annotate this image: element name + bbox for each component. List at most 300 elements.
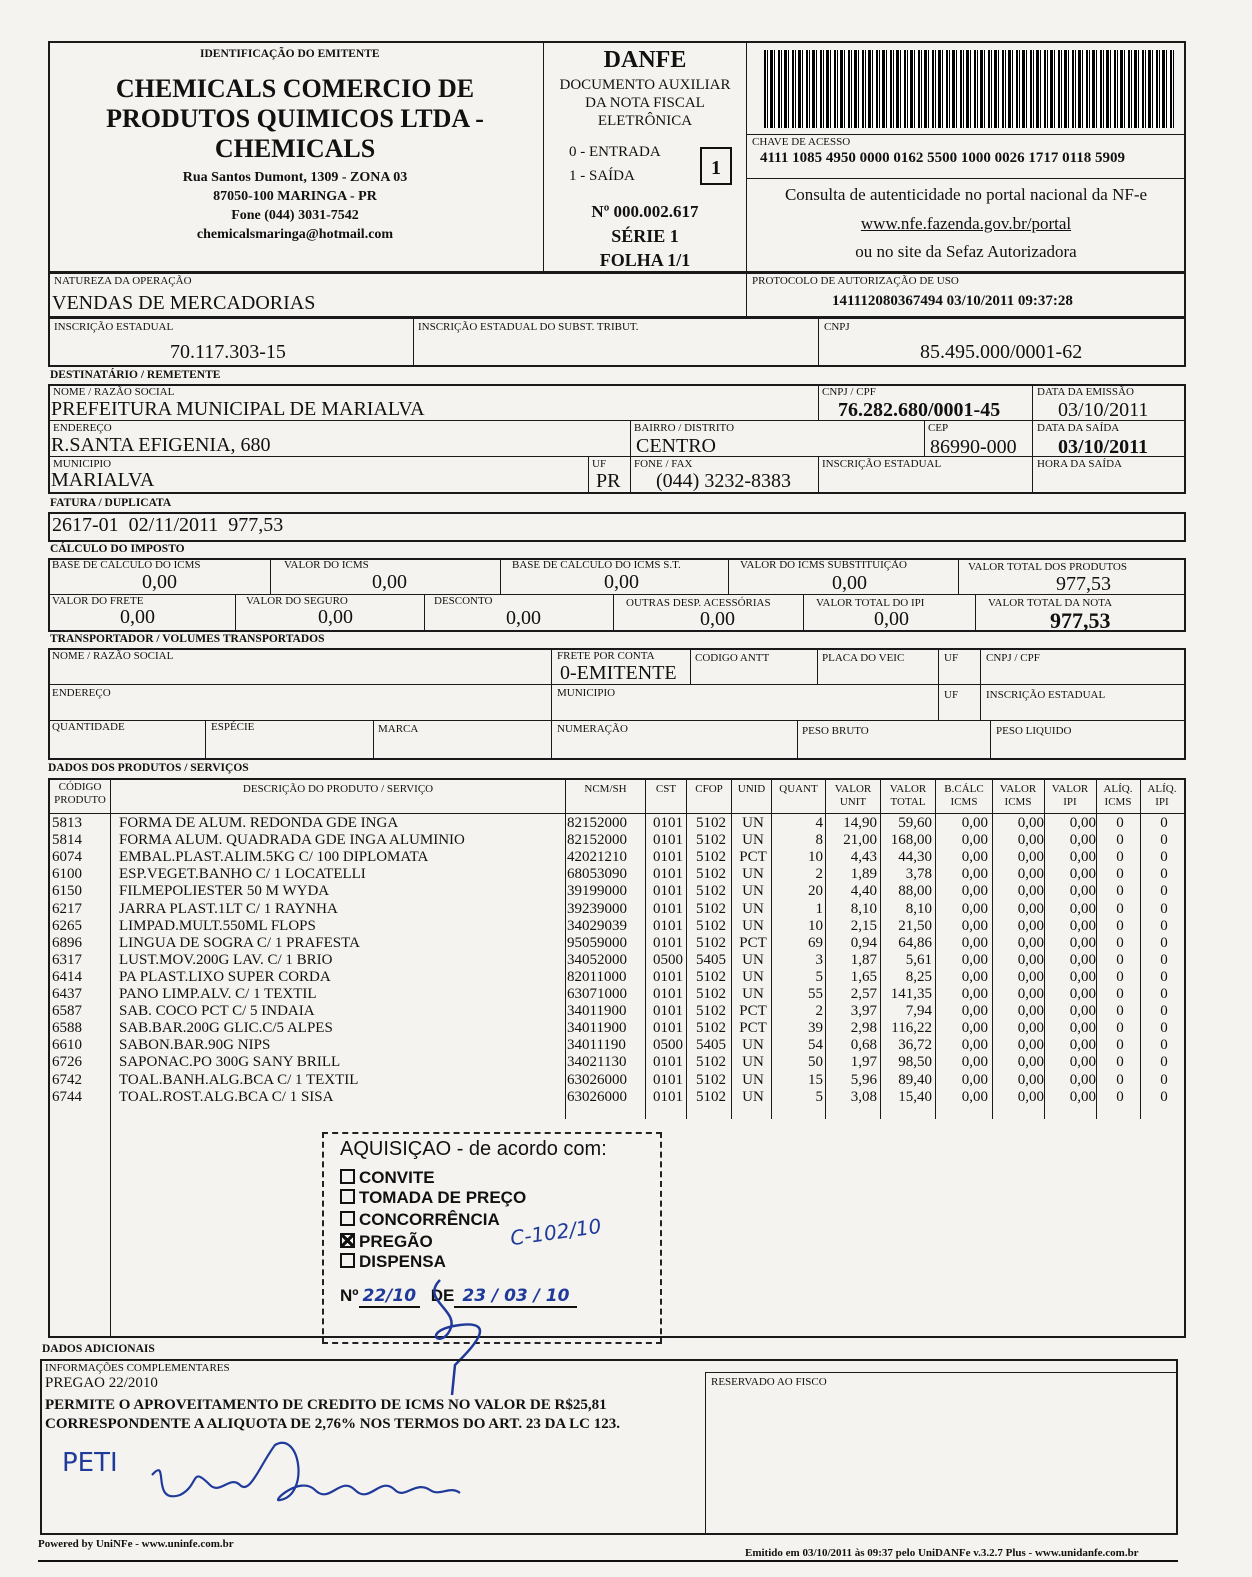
danfe-subtitle1: DOCUMENTO AUXILIAR [559,77,731,93]
info-line2: PERMITE O APROVEITAMENTO DE CREDITO DE ICMS NO VALOR DE R$25,81 [45,1397,607,1413]
table-cell: 0,00 [1069,1037,1096,1054]
info-complementares-label: INFORMAÇÕES COMPLEMENTARES [45,1362,230,1374]
table-cell: 0 [1160,1071,1168,1088]
ie-label: INSCRIÇÃO ESTADUAL [54,321,174,333]
stamp-opt-convite: CONVITE [359,1168,435,1187]
checkbox-concorrencia [340,1211,355,1226]
danfe-serie: SÉRIE 1 [611,226,679,246]
ie-value: 70.117.303-15 [170,341,286,363]
table-cell: 10 [808,917,823,934]
table-cell: 5,96 [850,1071,877,1088]
table-cell: 6217 [52,900,82,917]
table-cell: 5102 [696,1071,726,1088]
table-cell: 20 [808,883,823,900]
table-cell: 42021210 [567,849,627,866]
portal-link[interactable]: www.nfe.fazenda.gov.br/portal [860,214,1072,233]
table-cell: 0 [1160,1054,1168,1071]
th-vtotal: VALOR TOTAL [889,783,927,808]
table-cell: 34021130 [567,1054,627,1071]
ipi-value: 0,00 [874,608,909,630]
table-cell: 8,25 [905,968,932,985]
base-st-label: BASE DE CÁLCULO DO ICMS S.T. [512,559,681,571]
table-cell: 15 [808,1071,823,1088]
table-cell: 34011900 [567,1020,627,1037]
emitente-email: chemicalsmaringa@hotmail.com [196,227,394,242]
protocolo-value: 141112080367494 03/10/2011 09:37:28 [832,293,1073,309]
table-cell: 0,00 [961,866,988,883]
table-cell: 82152000 [567,815,627,831]
table-cell: LIMPAD.MULT.550ML FLOPS [119,917,316,934]
th-cfop: CFOP [695,783,723,795]
table-cell: 68053090 [567,866,627,883]
transportador-section-label: TRANSPORTADOR / VOLUMES TRANSPORTADOS [50,633,325,645]
table-cell: 6610 [52,1037,82,1054]
table-cell: 0,00 [961,934,988,951]
table-cell: 1,65 [850,968,877,985]
table-cell: 0101 [653,900,683,917]
table-cell: 0 [1116,1071,1124,1088]
table-cell: 0,00 [961,917,988,934]
table-cell: 0,00 [1069,917,1096,934]
dest-ie-label: INSCRIÇÃO ESTADUAL [822,458,942,470]
table-cell: UN [742,1088,764,1105]
table-cell: 0,00 [1017,832,1044,849]
table-cell: 5102 [696,900,726,917]
table-cell: 5102 [696,832,726,849]
frete-value: 0,00 [120,606,155,628]
dest-uf-label: UF [592,458,607,470]
table-cell: 0 [1116,866,1124,883]
table-cell: 5 [815,1088,823,1105]
table-cell: 21,50 [898,917,932,934]
transp-frete-label: FRETE POR CONTA [557,650,655,662]
table-cell: 3 [815,951,823,968]
table-cell: 0,00 [961,1020,988,1037]
table-cell: 0 [1116,917,1124,934]
table-cell: 4 [815,815,823,831]
table-cell: 0,00 [961,1037,988,1054]
transp-bruto-label: PESO BRUTO [802,725,869,737]
dest-uf: PR [596,470,621,492]
table-cell: 6074 [52,849,82,866]
natureza-label: NATUREZA DA OPERAÇÃO [54,275,192,287]
adicionais-section-label: DADOS ADICIONAIS [42,1343,155,1355]
table-cell: 0,00 [961,986,988,1002]
table-cell: 0,00 [1017,951,1044,968]
emitente-phone: Fone (044) 3031-7542 [231,208,359,223]
table-cell: 0 [1160,849,1168,866]
destinatario-section-label: DESTINATÁRIO / REMETENTE [50,369,221,381]
checkbox-dispensa [340,1253,355,1268]
checkbox-convite [340,1169,355,1184]
table-cell: PA PLAST.LIXO SUPER CORDA [119,968,331,985]
table-cell: TOAL.BANH.ALG.BCA C/ 1 TEXTIL [119,1071,359,1088]
table-cell: 5102 [696,815,726,831]
valor-icms-label: VALOR DO ICMS [284,559,369,571]
danfe-saida: 1 - SAÍDA [569,168,635,184]
frete-label: VALOR DO FRETE [52,595,144,607]
transp-frete: 0-EMITENTE [560,662,677,684]
table-cell: 54 [808,1037,823,1054]
table-cell: EMBAL.PLAST.ALIM.5KG C/ 100 DIPLOMATA [119,849,429,866]
stamp-opt-pregao: PREGÃO [359,1232,433,1251]
table-cell: 2,57 [850,986,877,1002]
table-cell: 0,00 [961,1088,988,1105]
table-cell: 3,08 [850,1088,877,1105]
chave-label: CHAVE DE ACESSO [752,136,851,148]
table-cell: 10 [808,849,823,866]
table-cell: 0 [1116,815,1124,831]
outras-value: 0,00 [700,608,735,630]
dest-endereco: R.SANTA EFIGENIA, 680 [51,434,271,456]
table-cell: 0,00 [961,849,988,866]
ie-st-label: INSCRIÇÃO ESTADUAL DO SUBST. TRIBUT. [418,321,639,333]
table-cell: 0 [1116,849,1124,866]
table-cell: PCT [739,1020,767,1037]
checkbox-pregao-checked [340,1233,355,1248]
table-cell: 141,35 [890,986,932,1002]
info-line3: CORRESPONDENTE A ALIQUOTA DE 2,76% NOS TERMOS DO ART. 23 DA LC 123. [45,1416,620,1432]
table-cell: LINGUA DE SOGRA C/ 1 PRAFESTA [119,934,360,951]
dest-endereco-label: ENDEREÇO [53,422,112,434]
danfe-numero: Nº 000.002.617 [591,202,699,221]
table-cell: 0,00 [1017,883,1044,900]
cnpj-label: CNPJ [824,321,850,333]
table-cell: 63026000 [567,1088,627,1105]
danfe-folha: FOLHA 1/1 [599,250,691,270]
emitente-name-line3: CHEMICALS [214,134,376,163]
dest-hora-label: HORA DA SAÍDA [1037,458,1122,470]
table-cell: 0,00 [1069,986,1096,1002]
emitente-name-line1: CHEMICALS COMERCIO DE [115,74,475,103]
table-cell: 0,00 [961,1054,988,1071]
dest-saida: 03/10/2011 [1058,436,1149,458]
table-cell: 39199000 [567,883,627,900]
transp-uf-label: UF [944,652,959,664]
table-cell: 0,00 [1069,951,1096,968]
table-cell: 0 [1160,900,1168,917]
stamp-n-label: Nº [340,1286,359,1305]
danfe-tipo-box: 1 [700,147,732,185]
table-cell: 0,00 [1017,1037,1044,1054]
table-cell: 0,00 [961,832,988,849]
table-cell: 0101 [653,968,683,985]
table-cell: 0 [1116,951,1124,968]
table-cell: 0 [1116,1020,1124,1037]
transp-uf2-label: UF [944,689,959,701]
table-cell: 0,00 [1069,849,1096,866]
table-cell: 0,00 [1069,1071,1096,1088]
table-cell: UN [742,832,764,849]
table-cell: 0101 [653,815,683,831]
table-cell: 0,00 [961,968,988,985]
outras-label: OUTRAS DESP. ACESSÓRIAS [626,597,771,609]
table-cell: 0 [1160,832,1168,849]
th-codigo: CÓDIGO PRODUTO [54,781,106,806]
fisco-label: RESERVADO AO FISCO [711,1376,827,1388]
table-cell: 0,00 [1017,934,1044,951]
table-cell: 0,00 [1069,866,1096,883]
stamp-title: AQUISIÇAO - de acordo com: [340,1138,607,1160]
th-ncm: NCM/SH [584,783,627,795]
total-prod: 977,53 [1056,573,1111,595]
table-cell: UN [742,883,764,900]
table-cell: PCT [739,934,767,951]
table-cell: 63026000 [567,1071,627,1088]
table-cell: 8,10 [850,900,877,917]
table-cell: 0,00 [1017,1020,1044,1037]
table-cell: 0,00 [1017,1003,1044,1020]
table-cell: 0,00 [1069,1088,1096,1105]
table-cell: 82152000 [567,832,627,849]
transp-antt-label: CODIGO ANTT [695,652,770,664]
table-cell: 34011900 [567,1003,627,1020]
transp-cnpj-label: CNPJ / CPF [986,652,1040,664]
table-cell: 1,89 [850,866,877,883]
table-cell: 0,00 [1069,934,1096,951]
table-cell: 0 [1116,883,1124,900]
th-vipi: VALOR IPI [1051,783,1089,808]
table-cell: 3,78 [905,866,932,883]
table-cell: 0,00 [1069,1054,1096,1071]
transp-ie-label: INSCRIÇÃO ESTADUAL [986,689,1106,701]
table-cell: UN [742,900,764,917]
table-cell: FILMEPOLIESTER 50 M WYDA [119,883,330,900]
base-icms-label: BASE DE CÁLCULO DO ICMS [52,559,201,571]
dest-cnpj: 76.282.680/0001-45 [838,399,1001,421]
table-cell: 0 [1116,1088,1124,1105]
table-cell: 0,00 [1017,815,1044,831]
table-cell: UN [742,1071,764,1088]
table-cell: 64,86 [898,934,932,951]
table-cell: 0101 [653,1020,683,1037]
table-cell: 168,00 [890,832,932,849]
danfe-subtitle3: ELETRÔNICA [597,113,693,129]
stamp-handwritten-code: C-102/10 [508,1213,603,1251]
table-cell: 0,00 [1017,900,1044,917]
table-cell: 5102 [696,1020,726,1037]
table-cell: 2,15 [850,917,877,934]
table-cell: 6744 [52,1088,82,1105]
table-cell: 1,97 [850,1054,877,1071]
table-cell: 0 [1160,1088,1168,1105]
table-cell: 6587 [52,1003,82,1020]
table-cell: 6588 [52,1020,82,1037]
transp-endereco-label: ENDEREÇO [52,687,111,699]
table-cell: 6437 [52,986,82,1002]
dest-saida-label: DATA DA SAÍDA [1037,422,1120,434]
table-cell: 0101 [653,1054,683,1071]
table-cell: 0,00 [961,1003,988,1020]
table-cell: 0 [1116,832,1124,849]
table-cell: 0,00 [1017,1088,1044,1105]
table-cell: 0 [1160,934,1168,951]
table-cell: 2 [815,1003,823,1020]
hand-peti: PETI [62,1448,118,1478]
dest-cep-label: CEP [928,422,949,434]
table-cell: 0 [1116,934,1124,951]
table-cell: 0101 [653,934,683,951]
transp-municipio-label: MUNICIPIO [557,687,616,699]
table-cell: PANO LIMP.ALV. C/ 1 TEXTIL [119,986,317,1002]
table-cell: 0101 [653,832,683,849]
table-cell: SAB. COCO PCT C/ 5 INDAIA [119,1003,315,1020]
table-cell: 63071000 [567,986,627,1002]
table-cell: 98,50 [898,1054,932,1071]
table-cell: 15,40 [898,1088,932,1105]
table-cell: UN [742,1037,764,1054]
dest-nome-label: NOME / RAZÃO SOCIAL [53,386,175,398]
table-cell: PCT [739,849,767,866]
table-cell: 0101 [653,1003,683,1020]
table-cell: 6726 [52,1054,82,1071]
ipi-label: VALOR TOTAL DO IPI [816,597,925,609]
table-cell: 5102 [696,1003,726,1020]
table-cell: 0,00 [1017,1071,1044,1088]
valor-icms: 0,00 [372,571,407,593]
table-cell: SAB.BAR.200G GLIC.C/5 ALPES [119,1020,333,1037]
danfe-entrada: 0 - ENTRADA [569,144,661,160]
table-cell: 14,90 [843,815,877,831]
info-line1: PREGAO 22/2010 [45,1375,158,1391]
table-cell: 0 [1160,866,1168,883]
table-cell: 0 [1160,951,1168,968]
stamp-opt-concorrencia: CONCORRÊNCIA [359,1210,500,1229]
table-cell: UN [742,986,764,1002]
table-cell: 6150 [52,883,82,900]
table-cell: 5405 [696,1037,726,1054]
emitente-section-label: IDENTIFICAÇÃO DO EMITENTE [200,48,380,60]
table-cell: 39239000 [567,900,627,917]
base-icms: 0,00 [142,571,177,593]
table-cell: UN [742,1054,764,1071]
table-cell: 0,00 [1069,1020,1096,1037]
barcode [764,50,1174,128]
table-cell: 6265 [52,917,82,934]
table-cell: 59,60 [898,815,932,831]
table-cell: 0 [1160,815,1168,831]
sefaz-text: ou no site da Sefaz Autorizadora [855,242,1077,261]
table-cell: FORMA DE ALUM. REDONDA GDE INGA [119,815,399,831]
table-cell: UN [742,968,764,985]
stamp-opt-tomada: TOMADA DE PREÇO [359,1188,527,1207]
emitente-address: Rua Santos Dumont, 1309 - ZONA 03 [182,170,408,185]
th-descricao: DESCRIÇÃO DO PRODUTO / SERVIÇO [242,783,434,795]
table-cell: 95059000 [567,934,627,951]
consulta-text: Consulta de autenticidade no portal nacional da NF-e [784,185,1148,204]
table-cell: 89,40 [898,1071,932,1088]
table-cell: 8 [815,832,823,849]
transp-placa-label: PLACA DO VEIC [822,652,905,664]
table-cell: 5102 [696,986,726,1002]
table-cell: 1 [815,900,823,917]
table-cell: 34011190 [567,1037,626,1054]
table-cell: 1,87 [850,951,877,968]
table-cell: TOAL.ROST.ALG.BCA C/ 1 SISA [119,1088,334,1105]
table-cell: 0 [1160,1020,1168,1037]
table-cell: 55 [808,986,823,1002]
table-cell: 0,00 [961,900,988,917]
table-cell: 0 [1116,1037,1124,1054]
table-cell: 0101 [653,1071,683,1088]
table-cell: 0,00 [1017,1054,1044,1071]
emitente-city: 87050-100 MARINGA - PR [213,189,377,204]
table-cell: 5102 [696,1054,726,1071]
stamp-n-value: 22/10 [359,1286,421,1308]
icms-subst: 0,00 [832,572,867,594]
chave-value: 4111 1085 4950 0000 0162 5500 1000 0026 1717 0118 5909 [760,150,1126,166]
total-prod-label: VALOR TOTAL DOS PRODUTOS [968,561,1127,573]
table-cell: 5813 [52,815,82,831]
th-aipi: ALÍQ. IPI [1147,783,1177,808]
table-cell: 5102 [696,968,726,985]
total-nota-value: 977,53 [1050,608,1111,633]
table-cell: 0,00 [1069,968,1096,985]
table-cell: 6317 [52,951,82,968]
imposto-section-label: CÁLCULO DO IMPOSTO [50,543,185,555]
table-cell: 5405 [696,951,726,968]
table-cell: 0,00 [1017,849,1044,866]
table-cell: UN [742,951,764,968]
total-nota-label: VALOR TOTAL DA NOTA [988,597,1113,609]
th-cst: CST [655,783,677,795]
footer-left: Powered by UniNFe - www.uninfe.com.br [38,1538,234,1550]
table-cell: 3,97 [850,1003,877,1020]
table-cell: 6896 [52,934,82,951]
table-cell: 5,61 [905,951,932,968]
table-cell: 0 [1116,1054,1124,1071]
table-cell: 2,98 [850,1020,877,1037]
table-cell: 2 [815,866,823,883]
table-cell: 0,00 [961,815,988,831]
cnpj-value: 85.495.000/0001-62 [920,341,1083,363]
table-cell: 5102 [696,1088,726,1105]
footer-right: Emitido em 03/10/2011 às 09:37 pelo UniDANFe v.3.2.7 Plus - www.unidanfe.com.br [745,1547,1139,1559]
table-cell: 0101 [653,883,683,900]
table-cell: 8,10 [905,900,932,917]
transp-nome-label: NOME / RAZÃO SOCIAL [52,650,174,662]
table-cell: 44,30 [898,849,932,866]
fatura-value: 2617-01 02/11/2011 977,53 [52,514,284,536]
checkbox-tomada [340,1189,355,1204]
table-cell: 88,00 [898,883,932,900]
table-cell: 4,40 [850,883,877,900]
table-cell: 0,00 [1069,900,1096,917]
table-cell: 0101 [653,866,683,883]
table-cell: 6414 [52,968,82,985]
table-cell: 0 [1116,900,1124,917]
desconto-label: DESCONTO [434,595,493,607]
table-cell: 0 [1116,1003,1124,1020]
table-cell: 0 [1160,883,1168,900]
table-cell: LUST.MOV.200G LAV. C/ 1 BRIO [119,951,333,968]
table-cell: 5102 [696,849,726,866]
table-cell: 0 [1160,968,1168,985]
table-cell: 5102 [696,917,726,934]
table-cell: 6100 [52,866,82,883]
signature-image [140,1435,480,1520]
table-cell: 0 [1160,986,1168,1002]
table-cell: 0,94 [850,934,877,951]
table-cell: 0101 [653,849,683,866]
protocolo-label: PROTOCOLO DE AUTORIZAÇÃO DE USO [752,275,959,287]
table-cell: 0,00 [1017,986,1044,1002]
table-cell: UN [742,917,764,934]
table-cell: 116,22 [891,1020,932,1037]
transp-numeracao-label: NUMERAÇÃO [557,723,628,735]
table-cell: 0,00 [1017,917,1044,934]
th-vicms: VALOR ICMS [999,783,1037,808]
